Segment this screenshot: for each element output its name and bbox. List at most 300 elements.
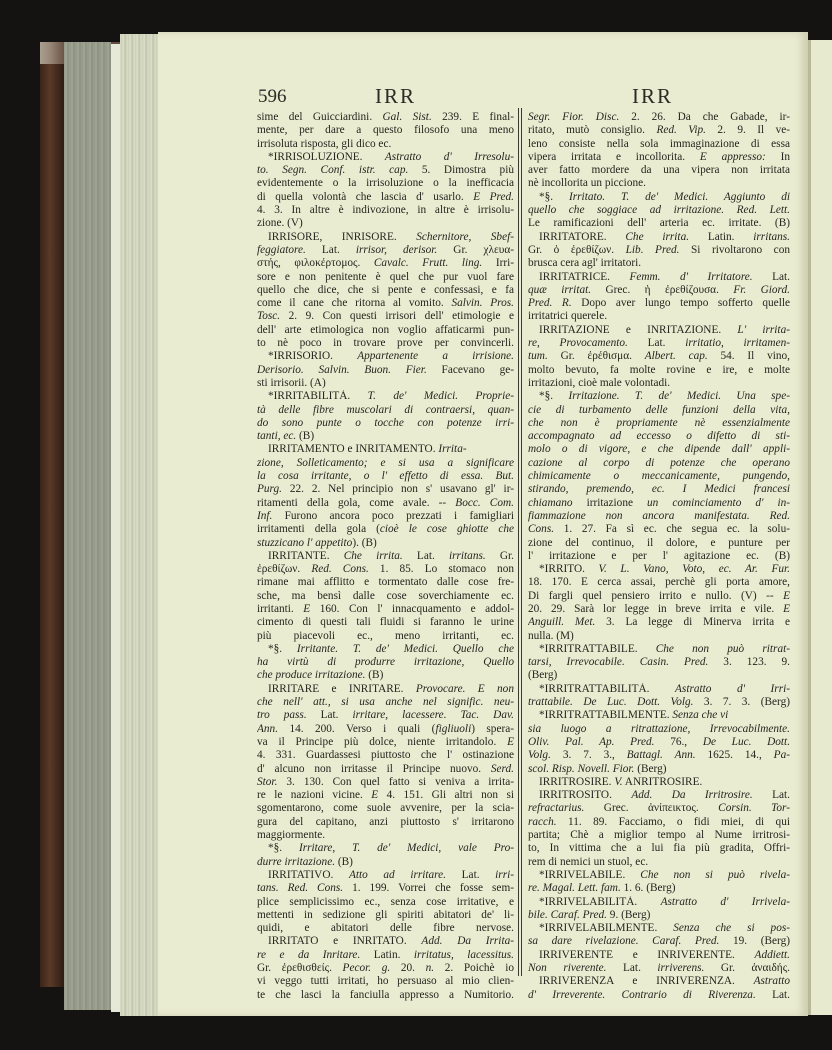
text-line <box>257 989 514 1002</box>
roman-text: 20. 29. Sarà lor legge in breve irrita e vile. <box>528 602 784 615</box>
text-line <box>257 896 514 909</box>
italic-text: Atto ad irritare. <box>348 868 447 881</box>
roman-text: 2. 9. Il ve- <box>705 124 790 137</box>
text-line <box>528 297 790 310</box>
text-line <box>257 576 514 589</box>
italic-text: durre irritazione. <box>257 855 336 868</box>
italic-text: tro pass. <box>257 709 307 722</box>
italic-text: zione, Solleticamento; e si usa a significare <box>257 456 514 469</box>
roman-text: aver fatto mordere da una vipera non irritata <box>528 164 790 177</box>
text-line <box>528 603 790 616</box>
text-line <box>528 909 790 922</box>
roman-text: come il cane che ritorna al vomito. <box>257 297 452 310</box>
roman-text: 3. 7. 3. (Berg) <box>693 696 790 709</box>
italic-text: Red. Vip. <box>656 124 706 137</box>
italic-text: Fr. Giord. <box>733 283 790 296</box>
roman-text: IRRITATORE. <box>539 230 626 243</box>
roman-text: irritazione <box>572 496 648 509</box>
italic-text: De Luc. Dott. <box>702 735 790 748</box>
italic-text: Volg. <box>528 749 551 762</box>
roman-text: 1. 199. Vorrei che fosse sem- <box>343 882 514 895</box>
text-line <box>528 364 790 377</box>
text-line <box>257 616 514 629</box>
italic-text: la cosa irritante, o l' effetto di essa. But. <box>257 470 514 483</box>
roman-text: Facevano ge- <box>426 363 514 376</box>
italic-text: Gal. Sist. <box>382 111 432 123</box>
italic-text: Lib. Pred. <box>625 243 680 256</box>
text-line <box>528 138 790 151</box>
text-line <box>257 749 514 762</box>
italic-text: tarsi, Irrevocabile. Casin. Pred. <box>528 656 709 669</box>
italic-text: Corsin. Tor- <box>718 802 790 815</box>
roman-text: IRRITAMENTO e INRITAMENTO. <box>268 443 439 456</box>
text-line <box>257 231 514 244</box>
text-line <box>257 191 514 204</box>
roman-text: IRRISORE, INRISORE. <box>268 230 417 243</box>
text-line <box>257 856 514 869</box>
italic-text: irri- <box>495 868 514 881</box>
roman-text: IRRITROSITO. <box>539 789 632 802</box>
text-line <box>257 404 514 417</box>
italic-text: Che non può ritrat- <box>655 642 790 655</box>
roman-text: 3. 123. 9. <box>708 656 790 669</box>
text-line <box>528 404 790 417</box>
italic-text: quæ irritat. <box>528 283 592 296</box>
left-column <box>257 111 514 1002</box>
roman-text: Latin. <box>360 948 414 961</box>
text-line <box>528 443 790 456</box>
italic-text: Pa- <box>773 749 790 762</box>
roman-text: irritanti. <box>257 602 304 615</box>
text-line <box>257 550 514 563</box>
roman-text: (Berg) <box>528 669 558 682</box>
italic-text: chiamano <box>528 496 573 509</box>
italic-text: Irritato. T. de' Medici. Aggiunto di <box>569 190 790 203</box>
text-line <box>528 896 790 909</box>
text-line <box>257 630 514 643</box>
italic-text: Senza che vi <box>672 709 729 722</box>
text-line <box>528 124 790 137</box>
roman-text: 3. 130. Con quel fatto si veniva a irrita- <box>277 775 514 788</box>
roman-text: di quella volontà che lascia d' usarlo. <box>257 190 474 203</box>
text-line <box>257 138 514 151</box>
text-line <box>257 164 514 177</box>
roman-text: (Berg) <box>634 762 667 775</box>
italic-text: Salvin. Pros. <box>451 297 514 310</box>
text-line <box>257 310 514 323</box>
italic-text: Non riverente. <box>528 962 607 974</box>
text-line <box>257 430 514 443</box>
roman-text: (B) <box>296 430 315 443</box>
text-line <box>257 523 514 536</box>
italic-text: Add. Da Irritrosire. <box>631 789 753 802</box>
text-line <box>528 284 790 297</box>
text-line <box>528 390 790 403</box>
italic-text: Schernitore, Sbef- <box>416 230 514 243</box>
italic-text: Astratto <box>753 975 790 988</box>
text-line <box>528 723 790 736</box>
text-line <box>257 350 514 363</box>
text-line <box>528 550 790 563</box>
roman-text: gura del capitano, anzi piuttosto s' irritarono <box>257 815 514 828</box>
text-line <box>528 310 790 323</box>
roman-text: mente, per dare a questo filosofo una meno <box>257 124 514 137</box>
roman-text: zione. (V) <box>257 217 303 230</box>
italic-text: to. Segn. Conf. istr. cap. <box>257 164 409 177</box>
roman-text: στής, φιλοκέρτομος. <box>257 257 374 270</box>
italic-text: re e da Inritare. <box>257 948 361 961</box>
roman-text: 160. Con l' innacquamento e addol- <box>310 602 514 615</box>
italic-text: figliuoli <box>435 722 472 735</box>
roman-text: Lat. <box>306 709 353 722</box>
text-line <box>257 842 514 855</box>
roman-text: rem di nemici un stuol, ec. <box>528 855 649 868</box>
roman-text: Lat. <box>627 337 686 350</box>
roman-text: Grec. ἡ ἐρεθίζουσα. <box>591 283 734 296</box>
page-number: 596 <box>258 86 287 107</box>
text-line <box>528 643 790 656</box>
italic-text: Ann. <box>257 722 279 735</box>
text-line <box>528 523 790 536</box>
italic-text: E <box>783 589 790 602</box>
roman-text: Gr. ἐρεθισθείς. <box>257 962 343 974</box>
text-line <box>528 683 790 696</box>
roman-text: *IRRITO. <box>539 563 599 576</box>
text-line <box>257 802 514 815</box>
italic-text: che non è propriamente nè essenzialmente <box>528 416 790 429</box>
roman-text: vipera irritata e incollorita. <box>528 150 700 163</box>
text-line <box>528 576 790 589</box>
text-line <box>528 350 790 363</box>
text-line <box>528 457 790 470</box>
roman-text: ritamenti della gola, come avale. -- <box>257 496 456 509</box>
roman-text: quidi, e abitatori delle fibre nervose. <box>257 922 514 935</box>
italic-text: refractarius. <box>528 802 585 815</box>
roman-text: 4. 3. In altre è indivozione, in altre è irrisolu- <box>257 204 514 217</box>
roman-text: Lat. <box>305 243 356 256</box>
roman-text: *IRRITRATTABILE. <box>539 642 656 655</box>
roman-text: ἐρεθίζων. <box>257 563 312 576</box>
text-line <box>528 922 790 935</box>
roman-text: *IRRIVELABILMENTE. <box>539 922 674 935</box>
roman-text: IRRITARE e INRITARE. <box>268 682 416 695</box>
roman-text: 20. <box>390 962 426 974</box>
roman-text: rimane mai afflitto e tormentato dalle cose fre- <box>257 576 514 589</box>
text-line <box>528 749 790 762</box>
text-line <box>257 829 514 842</box>
italic-text: E Pred. <box>473 190 514 203</box>
text-line <box>528 111 790 124</box>
italic-text: Anguill. Met. <box>528 616 596 629</box>
roman-text: to nè poco in trovare prove per convincerli. <box>257 337 514 350</box>
roman-text: *§. <box>268 842 299 855</box>
text-line <box>528 231 790 244</box>
text-line <box>528 483 790 496</box>
italic-text: V. <box>614 775 623 788</box>
italic-text: Irritante. T. de' Medici. Quello che <box>296 642 514 655</box>
column-rule <box>518 108 522 976</box>
text-line <box>257 669 514 682</box>
roman-text: IRRITROSIRE. <box>539 775 615 788</box>
italic-text: T. de' Medici. Proprie- <box>367 390 514 403</box>
roman-text: irritamenti della gola ( <box>257 523 380 536</box>
italic-text: Stor. <box>257 775 278 788</box>
running-head-left: IRR <box>375 84 417 108</box>
roman-text: va il Principe più dolce, niente irritandolo. <box>257 735 508 748</box>
italic-text: n. <box>425 962 435 974</box>
text-line <box>528 616 790 629</box>
roman-text: *§. <box>539 390 569 403</box>
italic-text: Serd. <box>490 762 514 775</box>
roman-text: In <box>765 150 790 163</box>
roman-text: 76., <box>654 735 703 748</box>
text-line <box>257 257 514 270</box>
italic-text: cie di turbamento delle funzioni della vita, <box>528 403 790 416</box>
roman-text: cimento di questi tali fluidi si faranno le urine <box>257 616 514 629</box>
italic-text: Appartenente a irrisione. <box>357 350 514 363</box>
italic-text: cazione al corpo di potenze che operano <box>528 456 790 469</box>
italic-text: Oliv. Pal. Ap. Pred. <box>528 735 655 748</box>
text-line <box>528 935 790 948</box>
text-line <box>257 603 514 616</box>
text-line <box>528 869 790 882</box>
roman-text: 1. 85. Lo stomaco non <box>368 563 514 576</box>
italic-text: E <box>371 789 379 802</box>
text-line <box>528 257 790 270</box>
text-line <box>528 324 790 337</box>
roman-text: Lat. <box>606 962 658 974</box>
roman-text: 2. 9. Con questi irrisori dell' etimologie e <box>280 310 514 323</box>
roman-text: 1625. 14., <box>695 749 774 762</box>
roman-text: *IRRITABILITÀ. <box>268 390 368 403</box>
text-line <box>528 630 790 643</box>
roman-text: Lat. <box>402 549 449 562</box>
italic-text: chimicamente o meccanicamente, pungendo, <box>528 470 790 483</box>
italic-text: tanti, ec. <box>257 430 297 443</box>
italic-text: fiammazione non ancora manifestata. Red. <box>528 509 790 522</box>
text-line <box>257 816 514 829</box>
roman-text: quello che dice, che si pente e confessasi, e fa <box>257 283 514 296</box>
roman-text: Di fargli quel pensiero irrito e nullo. (V) -- <box>528 589 784 602</box>
italic-text: accompagnato ad eccesso o difetto di sti- <box>528 430 790 443</box>
italic-text: sia luogo a ritrattazione, Irrevocabilmente. <box>528 722 790 735</box>
italic-text: irritans. <box>448 549 486 562</box>
italic-text: Irritazione. T. de' Medici. Una spe- <box>568 390 790 403</box>
roman-text: maggiormente. <box>257 829 326 842</box>
italic-text: irritatus, lacessitus. <box>413 948 514 961</box>
text-line <box>257 935 514 948</box>
text-line <box>528 470 790 483</box>
italic-text: tà delle fibre muscolari di contraersi, quan- <box>257 403 514 416</box>
text-line <box>528 191 790 204</box>
italic-text: E appresso: <box>699 150 766 163</box>
italic-text: bile. Caraf. Pred. <box>528 908 607 921</box>
text-line <box>528 856 790 869</box>
text-line <box>528 696 790 709</box>
text-line <box>528 736 790 749</box>
text-line <box>528 763 790 776</box>
text-line <box>257 975 514 988</box>
text-line <box>257 776 514 789</box>
roman-text: Le ramificazioni dell' arteria ec. irritate. (B) <box>528 217 790 230</box>
italic-text: do sono punte o tocche con potenze irri- <box>257 416 514 429</box>
roman-text: 18. 170. E cerca assai, perchè gli porta amore, <box>528 576 790 589</box>
text-line <box>528 709 790 722</box>
roman-text: IRRIVERENTE e INRIVERENTE. <box>539 948 755 961</box>
text-line <box>257 443 514 456</box>
italic-text: irrisor, derisor. <box>355 243 438 256</box>
text-line <box>528 417 790 430</box>
roman-text: 14. 200. Verso i quali ( <box>278 722 436 735</box>
italic-text: quello che soggiace ad irritazione. Red. Lett. <box>528 204 790 217</box>
text-line <box>257 151 514 164</box>
roman-text: Gr. ἐρέθισμα. <box>547 350 645 363</box>
roman-text: Lat. <box>755 988 790 1001</box>
roman-text: *IRRIVELABILITÀ. <box>539 895 661 908</box>
text-line <box>257 949 514 962</box>
italic-text: Add. Da Irrita- <box>421 935 514 948</box>
roman-text: sti irrisorii. (A) <box>257 376 326 389</box>
italic-text: E <box>507 735 514 748</box>
italic-text: un cominciamento d' in- <box>647 496 790 509</box>
italic-text: Che non si può rivela- <box>640 868 790 881</box>
text-line <box>528 244 790 257</box>
italic-text: Bocc. Com. <box>455 496 514 509</box>
text-line <box>257 177 514 190</box>
roman-text: 19. (Berg) <box>719 935 790 948</box>
italic-text: trattabile. De Luc. Dott. Volg. <box>528 696 694 709</box>
italic-text: E <box>303 602 311 615</box>
roman-text: (B) <box>365 669 384 682</box>
roman-text: sore e non penitente è quel che pur vuol fare <box>257 270 514 283</box>
italic-text: Che irrita. <box>343 549 403 562</box>
text-line <box>257 736 514 749</box>
roman-text: evidentemente o la irrisoluzione o la inefficacia <box>257 177 514 190</box>
running-head-right: IRR <box>632 84 674 108</box>
roman-text: *IRRISOLUZIONE. <box>268 150 385 163</box>
roman-text: irritazioni, cioè male volontadi. <box>528 376 671 389</box>
roman-text: 1. 6. (Berg) <box>620 882 676 895</box>
roman-text: *IRRITRATTABILMENTE. <box>539 709 673 722</box>
italic-text: Senza che si pos- <box>673 922 790 935</box>
roman-text: 4. 331. Guardassesi piuttosto che l' ostinazione <box>257 749 514 762</box>
roman-text: leno consiste nella sola immaginazione di essa <box>528 137 790 150</box>
roman-text: IRRITATRICE. <box>539 270 630 283</box>
roman-text: *IRRITRATTABILITÀ. <box>539 682 676 695</box>
roman-text: 2. 26. Da che Gabade, ir- <box>619 111 790 123</box>
italic-text: Pecor. g. <box>342 962 391 974</box>
text-line <box>257 497 514 510</box>
roman-text: 239. E final- <box>431 111 514 123</box>
roman-text: d' alcuno non irritasse il Principe nuovo. <box>257 762 491 775</box>
roman-text: l' irritazione e per l' agitazione ec. (B) <box>528 549 790 562</box>
roman-text: più piacevoli ec., meno irritanti, ec. <box>257 629 514 642</box>
roman-text: (B) <box>335 855 353 868</box>
italic-text: Astratto d' Irrivela- <box>660 895 790 908</box>
italic-text: Battagl. Ann. <box>626 749 696 762</box>
roman-text: Irri- <box>482 257 514 270</box>
italic-text: re. Magal. Lett. fam. <box>528 882 621 895</box>
text-line <box>257 324 514 337</box>
text-line <box>257 390 514 403</box>
text-line <box>528 829 790 842</box>
italic-text: molo o di vigore, e che dipende dall' appli- <box>528 443 790 456</box>
italic-text: Cavalc. Frutt. ling. <box>373 257 483 270</box>
text-line <box>257 470 514 483</box>
italic-text: ha virtù di produrre irritazione, Quello <box>257 656 514 669</box>
text-line <box>528 789 790 802</box>
italic-text: irriverens. <box>657 962 705 974</box>
italic-text: che nell' att., si usa anche nel signific. neu- <box>257 696 514 709</box>
roman-text: 5. Dimostra più <box>408 164 514 177</box>
text-line <box>257 271 514 284</box>
text-line <box>257 882 514 895</box>
roman-text: mettenti in sedizione gli spiriti abitatori de' li- <box>257 908 514 921</box>
italic-text: Purg. <box>257 483 282 496</box>
text-line <box>257 563 514 576</box>
text-line <box>528 204 790 217</box>
italic-text: re, Provocamento. <box>528 337 628 350</box>
roman-text: IRRIVERENZA e INRIVERENZA. <box>539 975 754 988</box>
roman-text: nè incollorita un piccione. <box>528 177 646 190</box>
roman-text: 22. 2. Nel principio non s' usavano gl' ir- <box>282 483 514 496</box>
italic-text: sa dare rivelazione. Caraf. Pred. <box>528 935 720 948</box>
italic-text: scol. Risp. Novell. Fior. <box>528 762 635 775</box>
roman-text: brusca cera agl' irritatori. <box>528 257 642 270</box>
italic-text: racch. <box>528 815 557 828</box>
text-line <box>528 271 790 284</box>
text-line <box>528 337 790 350</box>
text-line <box>528 537 790 550</box>
roman-text: Gr. χλευα- <box>437 243 514 256</box>
roman-text: *IRRIVELABILE. <box>539 868 641 881</box>
stacked-page-edges <box>120 34 160 1016</box>
italic-text: tans. Red. Cons. <box>257 882 344 895</box>
roman-text: IRRITATIVO. <box>268 868 349 881</box>
roman-text: IRRITATO e INRITATO. <box>268 935 422 948</box>
text-line <box>528 802 790 815</box>
italic-text: irritare, lacessere. Tac. Dav. <box>352 709 514 722</box>
text-line <box>257 709 514 722</box>
roman-text: to, In vittima che a lui fia più gradita, Offri- <box>528 842 790 855</box>
text-line <box>257 111 514 124</box>
roman-text: IRRITANTE. <box>268 549 344 562</box>
italic-text: Che irrita. <box>625 230 690 243</box>
marbled-page-edge <box>64 42 111 1010</box>
text-line <box>528 590 790 603</box>
roman-text: 54. Il vino, <box>707 350 790 363</box>
italic-text: Astratto d' Irresolu- <box>384 150 514 163</box>
roman-text: zione del continuo, il dolore, e punture per <box>528 536 790 549</box>
roman-text: irritatrici querele. <box>528 310 608 323</box>
italic-text: Segr. Fior. Disc. <box>528 111 620 123</box>
roman-text: 4. 151. Gli altri non si <box>378 789 514 802</box>
roman-text: 3. 7. 3., <box>550 749 627 762</box>
text-line <box>257 869 514 882</box>
book-binding <box>40 42 64 987</box>
right-column <box>528 111 790 1002</box>
roman-text: ritato, mutò consiglio. <box>528 124 657 137</box>
roman-text: vi veggo tutti irritati, ho persuaso al mio clien- <box>257 975 514 988</box>
roman-text: 3. La legge di Minerva irrita e <box>595 616 790 629</box>
roman-text: Gr. <box>485 549 514 562</box>
roman-text: 11. 89. Facciamo, o fidi miei, di qui <box>556 815 790 828</box>
text-line <box>257 656 514 669</box>
text-line <box>528 377 790 390</box>
text-line <box>528 949 790 962</box>
text-line <box>257 483 514 496</box>
italic-text: d' Irreverente. Contrario di Riverenza. <box>528 988 756 1001</box>
